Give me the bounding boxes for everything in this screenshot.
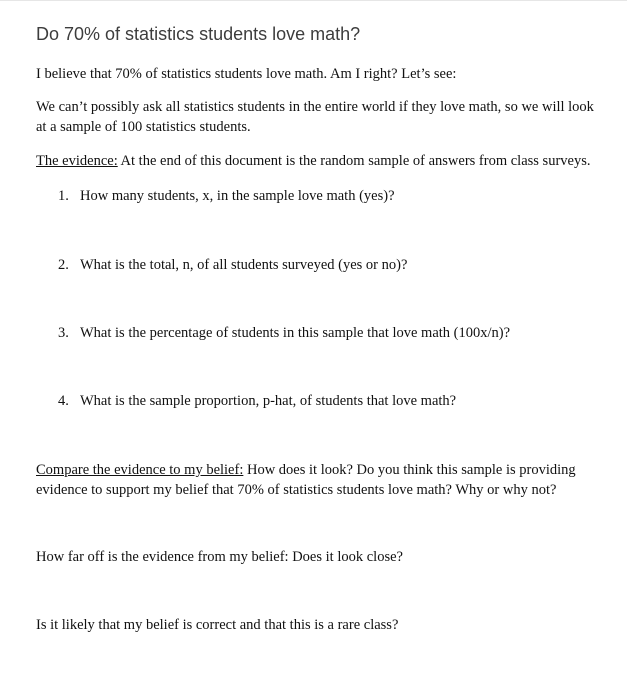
question-1 [58, 186, 598, 206]
compare-text: How does it look? Do you think this sample is providing evidence to support my belief that 70% of statistics students love math? Why or why not? [36, 462, 576, 498]
compare-label: Compare the evidence to my belief: [36, 462, 244, 478]
question-4 [58, 391, 598, 411]
question-text: What is the percentage of students in this sample that love math (100x/n)? [80, 325, 511, 341]
question-number: 4. [58, 393, 69, 409]
question-number: 3. [58, 325, 69, 341]
evidence-text: At the end of this document is the random sample of answers from class surveys. [117, 153, 591, 169]
how-far-paragraph: How far off is the evidence from my belief: Does it look close? [36, 549, 403, 565]
question-text: What is the total, n, of all students surveyed (yes or no)? [80, 257, 408, 273]
evidence-label: The evidence: [36, 153, 118, 169]
intro-paragraph: I believe that 70% of statistics students love math. Am I right? Let’s see: [36, 66, 457, 82]
question-number: 2. [58, 257, 69, 273]
compare-paragraph [36, 460, 596, 500]
question-2 [58, 255, 598, 275]
question-number: 1. [58, 188, 69, 204]
question-3 [58, 323, 598, 343]
likely-paragraph: Is it likely that my belief is correct and that this is a rare class? [36, 617, 399, 633]
question-text: What is the sample proportion, p-hat, of students that love math? [80, 393, 457, 409]
page-top-border [0, 0, 627, 1]
evidence-paragraph [36, 151, 596, 171]
sample-paragraph: We can’t possibly ask all statistics students in the entire world if they love math, so we will look at a sample of 100 statistics students. [36, 99, 594, 135]
document-title: Do 70% of statistics students love math? [36, 24, 361, 44]
question-text: How many students, x, in the sample love math (yes)? [80, 188, 395, 204]
